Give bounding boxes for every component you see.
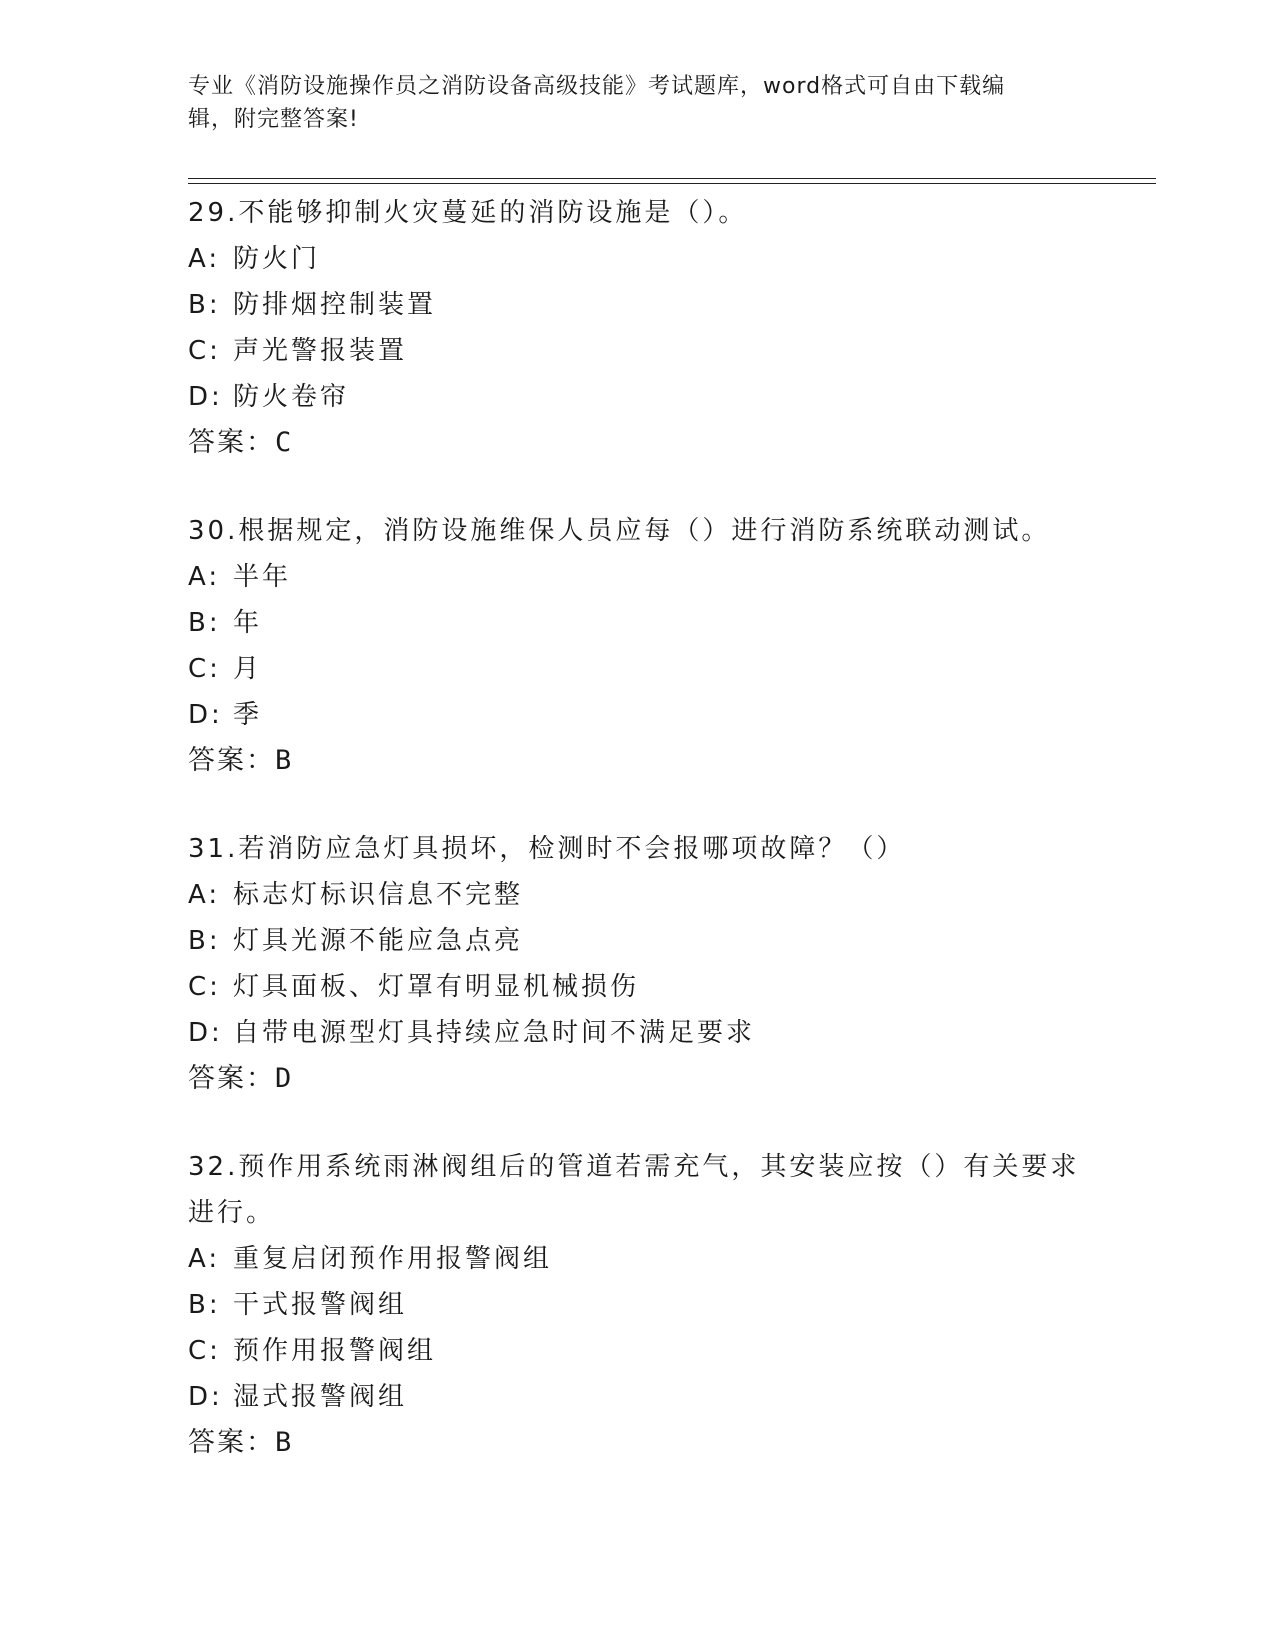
option-letter: A: — [188, 1244, 221, 1274]
option-letter: B: — [188, 1290, 221, 1320]
option-text: 声光警报装置 — [233, 336, 408, 366]
option-text: 防火卷帘 — [233, 382, 350, 412]
option-letter: B: — [188, 290, 221, 320]
option-text: 湿式报警阀组 — [233, 1382, 408, 1412]
option-text: 灯具光源不能应急点亮 — [233, 926, 524, 956]
answer-value: D — [275, 1063, 292, 1094]
option-text: 年 — [233, 608, 263, 638]
option-letter: C: — [188, 654, 221, 684]
question-title: 30.根据规定，消防设施维保人员应每（）进行消防系统联动测试。 — [188, 516, 1051, 546]
answer-label: 答案： — [188, 1063, 275, 1094]
option-a — [188, 554, 1088, 600]
answer-value: B — [275, 745, 292, 776]
option-text: 半年 — [233, 562, 292, 592]
option-letter: C: — [188, 972, 221, 1002]
document-header — [188, 70, 1088, 136]
answer-line — [188, 420, 1088, 466]
answer-label: 答案： — [188, 1427, 275, 1458]
answer-line — [188, 1056, 1088, 1102]
question-list — [188, 190, 1088, 1508]
option-d — [188, 692, 1088, 738]
question-32 — [188, 1144, 1088, 1466]
question-31 — [188, 826, 1088, 1102]
header-divider-top — [188, 178, 1156, 179]
option-letter: B: — [188, 608, 221, 638]
option-c — [188, 328, 1088, 374]
option-text: 季 — [233, 700, 263, 730]
option-a — [188, 872, 1088, 918]
option-letter: B: — [188, 926, 221, 956]
option-b — [188, 1282, 1088, 1328]
option-letter: C: — [188, 336, 221, 366]
option-text: 防火门 — [233, 244, 321, 274]
question-29 — [188, 190, 1088, 466]
answer-label: 答案： — [188, 427, 275, 458]
option-letter: D: — [188, 1018, 223, 1048]
option-text: 重复启闭预作用报警阀组 — [233, 1244, 553, 1274]
answer-value: B — [275, 1427, 292, 1458]
option-letter: A: — [188, 244, 221, 274]
header-divider-bottom — [188, 183, 1156, 184]
option-text: 干式报警阀组 — [233, 1290, 408, 1320]
option-a — [188, 236, 1088, 282]
option-text: 防排烟控制装置 — [233, 290, 437, 320]
option-text: 月 — [233, 654, 263, 684]
option-b — [188, 600, 1088, 646]
option-c — [188, 1328, 1088, 1374]
option-text: 自带电源型灯具持续应急时间不满足要求 — [233, 1018, 756, 1048]
option-a — [188, 1236, 1088, 1282]
option-letter: D: — [188, 700, 223, 730]
option-text: 预作用报警阀组 — [233, 1336, 437, 1366]
option-c — [188, 964, 1088, 1010]
option-c — [188, 646, 1088, 692]
question-title: 31.若消防应急灯具损坏，检测时不会报哪项故障？（） — [188, 834, 906, 864]
answer-value: C — [275, 427, 292, 458]
answer-line — [188, 1420, 1088, 1466]
answer-label: 答案： — [188, 745, 275, 776]
option-letter: C: — [188, 1336, 221, 1366]
option-letter: A: — [188, 880, 221, 910]
option-letter: D: — [188, 382, 223, 412]
option-d — [188, 1010, 1088, 1056]
question-title-line-1: 32.预作用系统雨淋阀组后的管道若需充气，其安装应按（）有关要求 — [188, 1152, 1080, 1182]
question-30 — [188, 508, 1088, 784]
header-line-1: 专业《消防设施操作员之消防设备高级技能》考试题库，word格式可自由下载编 — [188, 74, 1006, 99]
option-letter: A: — [188, 562, 221, 592]
option-d — [188, 1374, 1088, 1420]
answer-line — [188, 738, 1088, 784]
question-title: 29.不能够抑制火灾蔓延的消防设施是（）。 — [188, 198, 748, 228]
option-b — [188, 282, 1088, 328]
header-line-2: 辑，附完整答案! — [188, 107, 359, 132]
option-d — [188, 374, 1088, 420]
option-b — [188, 918, 1088, 964]
option-letter: D: — [188, 1382, 223, 1412]
option-text: 标志灯标识信息不完整 — [233, 880, 524, 910]
question-title-line-2: 进行。 — [188, 1198, 276, 1228]
option-text: 灯具面板、灯罩有明显机械损伤 — [233, 972, 640, 1002]
